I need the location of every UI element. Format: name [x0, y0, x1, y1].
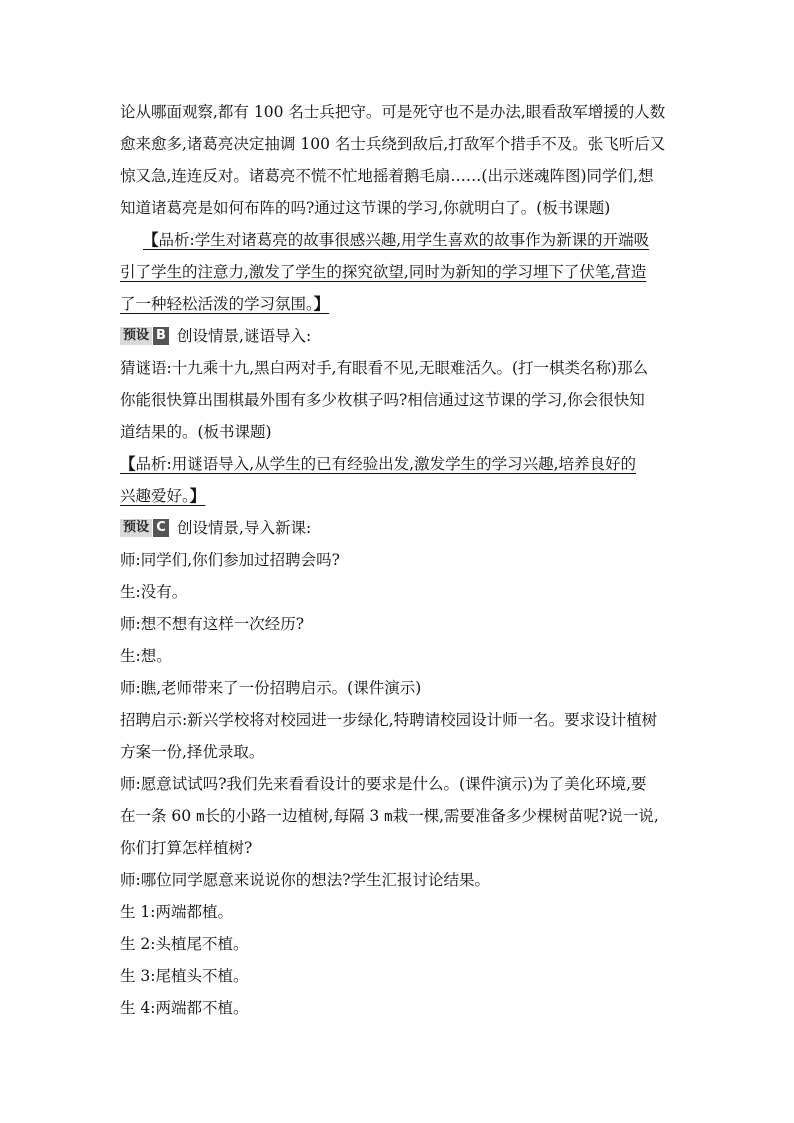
preset-b-line: 猜谜语:十九乘十九,黑白两对手,有眼看不见,无眼难活久。(打一棋类名称)那么 — [120, 359, 649, 377]
question-text: 在一条 60 — [120, 807, 197, 825]
question-text: 栽一棵,需要准备多少棵树苗呢?说一说, — [392, 807, 659, 825]
preset-badge-word: 预设 — [120, 327, 152, 345]
dialogue-line: 师:同学们,你们参加过招聘会吗? — [120, 551, 340, 569]
lesson-plan-page — [120, 96, 680, 1024]
dialogue-line: 师:瞧,老师带来了一份招聘启示。(课件演示) — [120, 679, 422, 697]
preset-b-line: 道结果的。(板书课题) — [120, 423, 272, 441]
comment-open-bracket: 【 — [120, 454, 136, 473]
student-answer: 生 3:尾植头不植。 — [120, 967, 249, 985]
preset-b-section — [120, 320, 680, 448]
teacher-question-line — [120, 800, 680, 832]
preset-c-title: 创设情景,导入新课: — [177, 519, 312, 537]
unit-meter: m — [196, 809, 205, 825]
teacher-question-line: 师:愿意试试吗?我们先来看看设计的要求是什么。(课件演示)为了美化环境,要 — [120, 775, 647, 793]
comment-close-bracket: 】 — [313, 294, 330, 313]
preset-badge-word: 预设 — [120, 519, 152, 537]
dialogue-line: 生:没有。 — [120, 583, 188, 601]
preset-b-line: 你能很快算出围棋最外围有多少枚棋子吗?相信通过这节课的学习,你会很快知 — [120, 391, 645, 409]
preset-badge-letter: C — [153, 519, 169, 537]
comment-a-line — [120, 288, 680, 320]
comment-open-bracket: 【 — [143, 230, 159, 249]
comment-a-line: 引了学生的注意力,激发了学生的探究欲望,同时为新知的学习埋下了伏笔,营造 — [120, 263, 647, 281]
comment-a-text: 了一种轻松活泼的学习氛围。 — [120, 295, 314, 313]
preset-b-title: 创设情景,谜语导入: — [177, 327, 312, 345]
intro-story — [120, 96, 680, 224]
dialogue-line: 师:想不想有这样一次经历? — [120, 615, 305, 633]
student-answer: 生 1:两端都植。 — [120, 903, 234, 921]
preset-c-heading — [120, 512, 680, 544]
unit-meter: m — [384, 809, 393, 825]
preset-badge — [120, 327, 169, 345]
preset-c-section — [120, 512, 680, 1024]
comment-close-bracket: 】 — [189, 486, 206, 505]
preset-b-heading — [120, 320, 680, 352]
dialogue-line: 方案一份,择优录取。 — [120, 743, 265, 761]
preset-badge-letter: B — [153, 327, 169, 345]
comment-a-line — [120, 224, 680, 256]
comment-b-line — [120, 448, 680, 480]
student-answer: 生 4:两端都不植。 — [120, 999, 249, 1017]
closing-line: 师:哪位同学愿意来说说你的想法?学生汇报讨论结果。 — [120, 871, 491, 889]
question-text: 长的小路一边植树,每隔 3 — [204, 807, 385, 825]
comment-b-text: 品析:用谜语导入,从学生的已有经验出发,激发学生的学习兴趣,培养良好的 — [135, 455, 637, 473]
teacher-question-line: 你们打算怎样植树? — [120, 839, 253, 857]
intro-line: 惊又急,连连反对。诸葛亮不慌不忙地摇着鹅毛扇……(出示迷魂阵图)同学们,想 — [120, 167, 654, 185]
comment-a-text: 品析:学生对诸葛亮的故事很感兴趣,用学生喜欢的故事作为新课的开端吸 — [158, 231, 650, 249]
comment-b-line — [120, 480, 680, 512]
intro-line: 知道诸葛亮是如何布阵的吗?通过这节课的学习,你就明白了。(板书课题) — [120, 199, 611, 217]
comment-b-text: 兴趣爱好。 — [120, 487, 190, 505]
intro-line: 论从哪面观察,都有 100 名士兵把守。可是死守也不是办法,眼看敌军增援的人数 — [120, 103, 666, 121]
intro-line: 愈来愈多,诸葛亮决定抽调 100 名士兵绕到敌后,打敌军个措手不及。张飞听后又 — [120, 135, 666, 153]
preset-badge — [120, 519, 169, 537]
comment-a — [120, 224, 680, 320]
dialogue-line: 生:想。 — [120, 647, 172, 665]
student-answer: 生 2:头植尾不植。 — [120, 935, 249, 953]
dialogue-line: 招聘启示:新兴学校将对校园进一步绿化,特聘请校园设计师一名。要求设计植树 — [120, 711, 658, 729]
comment-b — [120, 448, 680, 512]
